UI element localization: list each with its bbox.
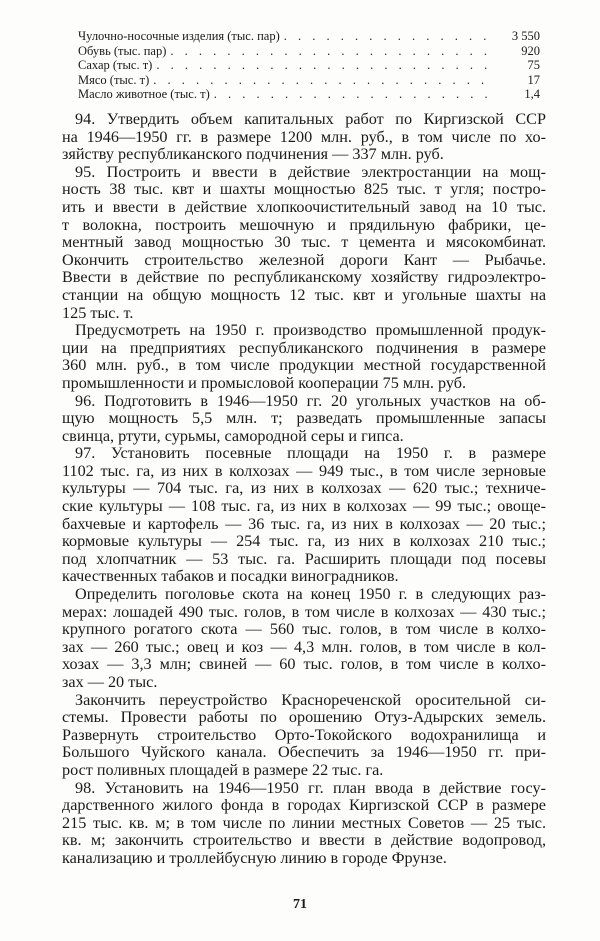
text-line: ментный завод мощностью 30 тыс. т цемента и мясокомбинат. bbox=[62, 234, 546, 252]
text-line: 98. Установить на 1946—1950 гг. план ввода в действие госу- bbox=[75, 779, 546, 797]
leader-dots bbox=[210, 87, 490, 102]
text-line: Ввести в действие по республиканскому хозяйству гидроэлектро- bbox=[62, 269, 546, 287]
text-line: 96. Подготовить в 1946—1950 гг. 20 угольных участков на об- bbox=[75, 392, 546, 410]
leader-dots bbox=[280, 29, 490, 44]
text-line: щую мощность 5,5 млн. т; разведать промышленные запасы bbox=[62, 410, 546, 428]
page-number: 71 bbox=[293, 897, 307, 912]
row-label: Сахар (тыс. т) bbox=[78, 58, 153, 72]
row-value: 1,4 bbox=[524, 87, 540, 101]
paragraph bbox=[62, 322, 546, 392]
row-value: 3 550 bbox=[511, 29, 540, 43]
leader-dots bbox=[166, 44, 490, 59]
text-line: бахчевые и картофель — 36 тыс. га, из них в колхозах — 20 тыс.; bbox=[62, 515, 546, 533]
text-line: кв. м; закончить строительство и ввести в действие водопровод, bbox=[62, 832, 546, 850]
table-row bbox=[78, 87, 540, 102]
text-line: мерах: лошадей 490 тыс. голов, в том числе в колхозах — 430 тыс.; bbox=[62, 603, 546, 621]
text-line: кормовые культуры — 254 тыс. га, из них в колхозах 210 тыс.; bbox=[62, 533, 546, 551]
text-line: дарственного жилого фонда в городах Киргизской ССР в размере bbox=[62, 797, 546, 815]
text-line: Большого Чуйского канала. Обеспечить за 1946—1950 гг. при- bbox=[62, 744, 546, 762]
text-line: 125 тыс. т. bbox=[62, 304, 134, 322]
production-table bbox=[78, 29, 540, 102]
text-line: свинца, ртути, сурьмы, самородной серы и гипса. bbox=[62, 427, 404, 445]
paragraph bbox=[62, 164, 546, 322]
paragraph bbox=[62, 692, 546, 780]
text-line: 215 тыс. кв. м; в том числе по линии местных Советов — 25 тыс. bbox=[62, 814, 546, 832]
table-row bbox=[78, 29, 540, 44]
paragraph bbox=[62, 445, 546, 586]
leader-dots bbox=[152, 58, 490, 73]
text-line: т волокна, построить мешочную и прядильную фабрики, це- bbox=[62, 216, 546, 234]
paragraph bbox=[62, 111, 546, 164]
row-label: Чулочно-носочные изделия (тыс. пар) bbox=[78, 29, 280, 43]
text-line: ские культуры — 108 тыс. га, из них в колхозах — 99 тыс.; овоще- bbox=[62, 498, 546, 516]
table-row bbox=[78, 58, 540, 73]
text-line: рост поливных площадей в размере 22 тыс. га. bbox=[62, 761, 384, 779]
text-line: ции на предприятиях республиканского подчинения в размере bbox=[62, 339, 546, 357]
text-line: 1102 тыс. га, из них в колхозах — 949 тыс., в том числе зерновые bbox=[62, 462, 546, 480]
text-line: крупного рогатого скота — 560 тыс. голов, в том числе в колхо- bbox=[62, 621, 546, 639]
text-line: 95. Построить и ввести в действие электростанции на мощ- bbox=[75, 163, 546, 181]
text-line: Закончить переустройство Краснореченской оросительной си- bbox=[75, 691, 546, 709]
row-value: 920 bbox=[521, 43, 540, 58]
text-line: станции на общую мощность 12 тыс. квт и угольные шахты на bbox=[62, 286, 546, 304]
text-line: канализацию и троллейбусную линию в городе Фрунзе. bbox=[62, 849, 447, 867]
text-line: Окончить строительство железной дороги Кант — Рыбачье. bbox=[62, 251, 546, 269]
text-line: ить и ввести в действие хлопкоочистительный завод на 10 тыс. bbox=[62, 198, 546, 216]
text-line: хозах — 3,3 млн; свиней — 60 тыс. голов, в том числе в колхо- bbox=[62, 656, 546, 674]
document-body bbox=[62, 111, 546, 868]
text-line: качественных табаков и посадки виноградников. bbox=[62, 568, 399, 586]
leader-dots bbox=[149, 73, 490, 88]
text-line: промышленности и промысловой кооперации 75 млн. руб. bbox=[62, 374, 466, 392]
text-line: зах — 20 тыс. bbox=[62, 674, 158, 691]
text-line: Развернуть строительство Орто-Токойского водохранилища и bbox=[62, 726, 546, 744]
text-line: стемы. Провести работы по орошению Отуз-Адырских земель. bbox=[62, 709, 546, 727]
text-line: ность 38 тыс. квт и шахты мощностью 825 тыс. т угля; постро- bbox=[62, 181, 546, 199]
text-line: зяйству республиканского подчинения — 337 млн. руб. bbox=[62, 146, 444, 164]
text-line: на 1946—1950 гг. в размере 1200 млн. руб., в том числе по хо- bbox=[62, 128, 546, 146]
table-row bbox=[78, 44, 540, 59]
paragraph bbox=[62, 586, 546, 692]
row-label: Обувь (тыс. пар) bbox=[78, 43, 167, 58]
text-line: зах — 260 тыс.; овец и коз — 4,3 млн. голов, в том числе в кол- bbox=[62, 638, 546, 656]
paragraph bbox=[62, 393, 546, 446]
text-line: культуры — 704 тыс. га, из них в колхозах — 620 тыс.; техниче- bbox=[62, 480, 546, 498]
paragraph bbox=[62, 780, 546, 868]
text-line: Предусмотреть на 1950 г. производство промышленной продук- bbox=[75, 322, 546, 340]
text-line: под хлопчатник — 53 тыс. га. Расширить площади под посевы bbox=[62, 550, 546, 568]
row-label: Мясо (тыс. т) bbox=[78, 72, 150, 87]
row-value: 17 bbox=[527, 72, 540, 87]
text-line: Определить поголовье скота на конец 1950 г. в следующих раз- bbox=[75, 586, 546, 604]
table-row bbox=[78, 73, 540, 88]
text-line: 360 млн. руб., в том числе продукции местной государственной bbox=[62, 357, 546, 375]
row-label: Масло животное (тыс. т) bbox=[78, 87, 210, 101]
row-value: 75 bbox=[527, 58, 540, 72]
text-line: 94. Утвердить объем капитальных работ по Киргизской ССР bbox=[75, 111, 546, 128]
text-line: 97. Установить посевные площади на 1950 г. в размере bbox=[75, 445, 546, 463]
